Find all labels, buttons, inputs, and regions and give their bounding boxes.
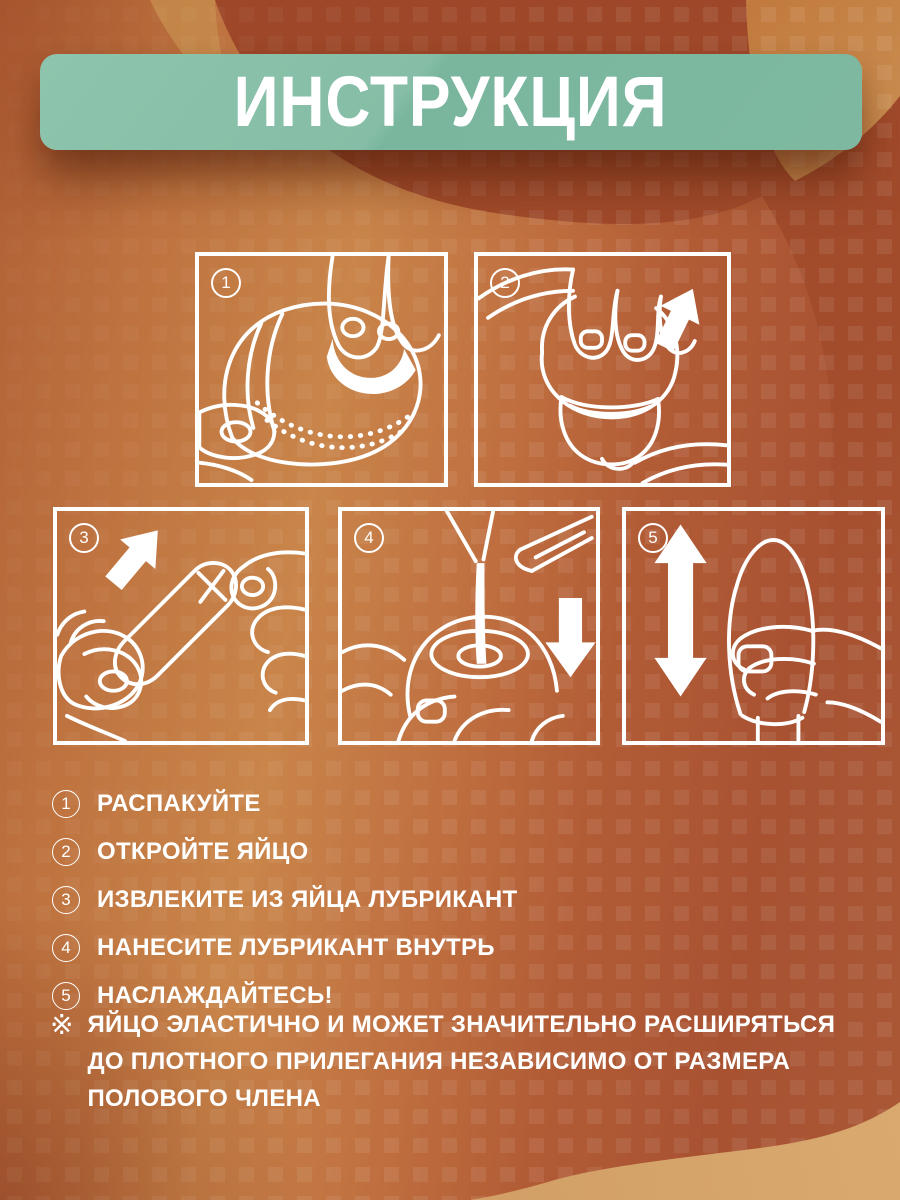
- panel-number-badge: 1: [211, 268, 241, 298]
- panel-number-badge: 2: [490, 268, 520, 298]
- list-item: [52, 885, 517, 914]
- list-item: [52, 837, 517, 866]
- panel-number-badge: 3: [69, 523, 99, 553]
- list-item: [52, 933, 517, 962]
- steps-list: [52, 789, 517, 1029]
- panel-number-badge: 5: [638, 523, 668, 553]
- step-label: РАСПАКУЙТЕ: [97, 790, 261, 817]
- elasticity-note: [50, 1006, 835, 1117]
- panel-step-5-enjoy: [622, 507, 885, 745]
- lubricant-stream: [475, 563, 486, 664]
- page-title: ИНСТРУКЦИЯ: [234, 62, 668, 142]
- panel-step-4-apply-lubricant: [338, 507, 600, 745]
- panel-number-badge: 4: [354, 523, 384, 553]
- step-number-badge: 5: [52, 982, 80, 1010]
- note-line: ЯЙЦО ЭЛАСТИЧНО И МОЖЕТ ЗНАЧИТЕЛЬНО РАСШИРЯТЬСЯ: [87, 1011, 836, 1038]
- step-label: ИЗВЛЕКИТЕ ИЗ ЯЙЦА ЛУБРИКАНТ: [97, 886, 518, 913]
- note-line: ПОЛОВОГО ЧЛЕНА: [87, 1085, 321, 1112]
- step-number-badge: 3: [52, 886, 80, 914]
- arrow-up-down-icon: [654, 525, 706, 697]
- header-banner: [40, 54, 862, 150]
- panel-step-2-open: [474, 252, 731, 487]
- step-number-badge: 1: [52, 790, 80, 818]
- panel-step-3-extract-lubricant: [53, 507, 309, 745]
- panel-step-1-unwrap: [195, 252, 448, 487]
- step-label: ОТКРОЙТЕ ЯЙЦО: [97, 838, 309, 865]
- reference-mark-icon: ※: [50, 1008, 74, 1041]
- step-label: НАНЕСИТЕ ЛУБРИКАНТ ВНУТРЬ: [97, 934, 495, 961]
- step-number-badge: 4: [52, 934, 80, 962]
- note-line: ДО ПЛОТНОГО ПРИЛЕГАНИЯ НЕЗАВИСИМО ОТ РАЗМЕРА: [87, 1048, 791, 1075]
- list-item: [52, 789, 517, 818]
- note-text: [87, 1006, 835, 1117]
- arrow-up-right-icon: [96, 516, 176, 598]
- step-label: НАСЛАЖДАЙТЕСЬ!: [97, 982, 333, 1009]
- step-number-badge: 2: [52, 838, 80, 866]
